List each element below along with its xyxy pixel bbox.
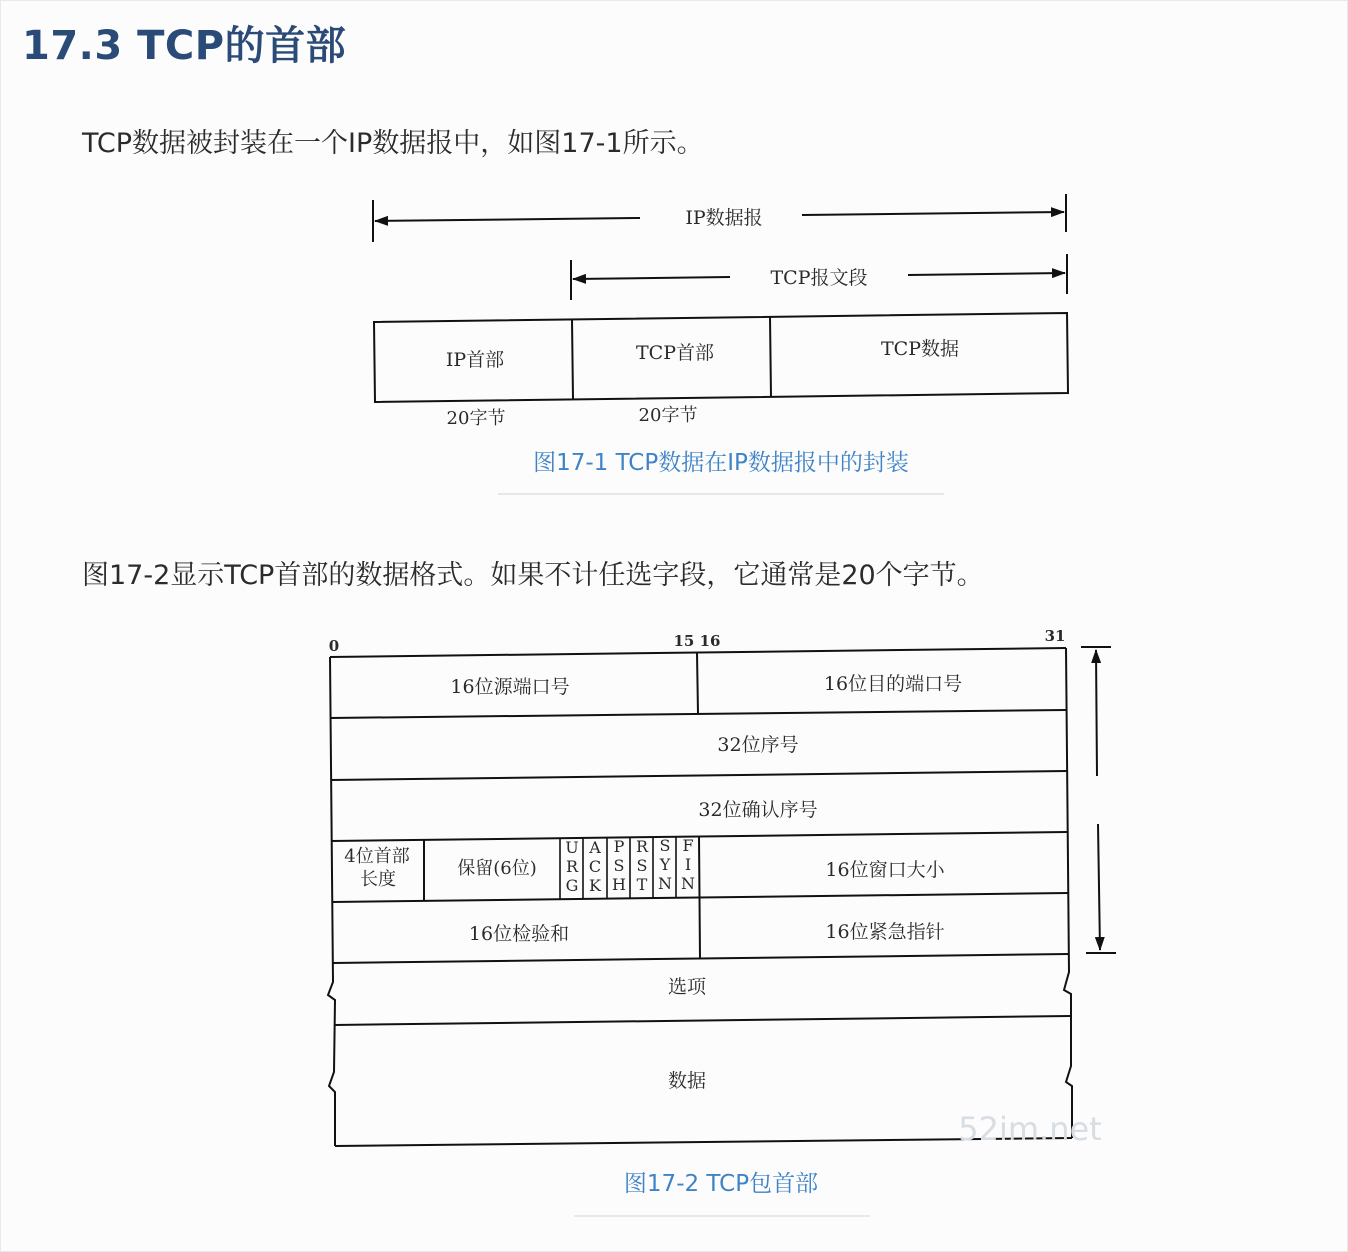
options-field: 选项: [667, 976, 707, 998]
flag-fin-2: I: [684, 855, 692, 874]
dest-port-field: 16位目的端口号: [823, 673, 963, 695]
figure-17-1-caption: 图17-1 TCP数据在IP数据报中的封装: [533, 450, 909, 476]
flag-ack-1: A: [589, 838, 601, 857]
flag-rst-3: T: [636, 875, 648, 894]
bit-15-16-label: 15 16: [673, 632, 721, 650]
flag-urg-1: U: [565, 838, 579, 857]
ip-header-size: 20字节: [446, 408, 506, 429]
watermark: 52im.net: [958, 1110, 1102, 1148]
paragraph-header-format: 图17-2显示TCP首部的数据格式。如果不计任选字段，它通常是20个字节。: [82, 560, 984, 591]
flag-urg-3: G: [565, 876, 579, 895]
ip-datagram-span: [373, 194, 1066, 242]
flag-psh-1: P: [613, 837, 625, 856]
figure-17-2: [328, 627, 1116, 1148]
flag-fin-3: N: [681, 874, 695, 893]
ack-number-field: 32位确认序号: [698, 799, 818, 821]
checksum-field: 16位检验和: [468, 923, 570, 945]
ip-header-box-label: IP首部: [445, 349, 505, 371]
sequence-number-field: 32位序号: [717, 734, 799, 756]
flag-rst-2: S: [636, 856, 648, 875]
bit-31-label: 31: [1044, 627, 1066, 645]
source-port-field: 16位源端口号: [450, 676, 570, 698]
encapsulation-boxes: [374, 313, 1068, 429]
flag-psh-3: H: [612, 875, 626, 894]
flag-fin-1: F: [682, 836, 694, 855]
ip-datagram-label: IP数据报: [685, 207, 763, 229]
tcp-header-box-label: TCP首部: [636, 342, 714, 364]
flag-rst-1: R: [635, 837, 649, 856]
flag-psh-2: S: [613, 856, 625, 875]
tcp-data-box-label: TCP数据: [881, 338, 959, 360]
twenty-byte-bracket: [1081, 647, 1116, 953]
flag-syn-2: Y: [659, 855, 671, 874]
bit-0-label: 0: [328, 637, 340, 655]
paragraph-encapsulation: TCP数据被封装在一个IP数据报中，如图17-1所示。: [82, 128, 704, 159]
tcp-header-size: 20字节: [638, 405, 698, 426]
urgent-pointer-field: 16位紧急指针: [825, 921, 945, 943]
flag-syn-3: N: [658, 874, 672, 893]
tcp-segment-label: TCP报文段: [770, 267, 868, 289]
tcp-segment-span: [571, 254, 1067, 300]
header-length-field-line2: 长度: [360, 869, 396, 890]
window-size-field: 16位窗口大小: [825, 859, 945, 881]
figure-17-2-caption: 图17-2 TCP包首部: [623, 1171, 819, 1197]
flag-ack-3: K: [589, 876, 601, 895]
section-heading: 17.3 TCP的首部: [22, 23, 347, 69]
flag-urg-2: R: [565, 857, 579, 876]
flag-ack-2: C: [588, 857, 602, 876]
reserved-field: 保留(6位): [457, 858, 537, 879]
flag-syn-1: S: [659, 836, 671, 855]
data-field: 数据: [667, 1070, 707, 1092]
header-length-field-line1: 4位首部: [344, 846, 410, 867]
